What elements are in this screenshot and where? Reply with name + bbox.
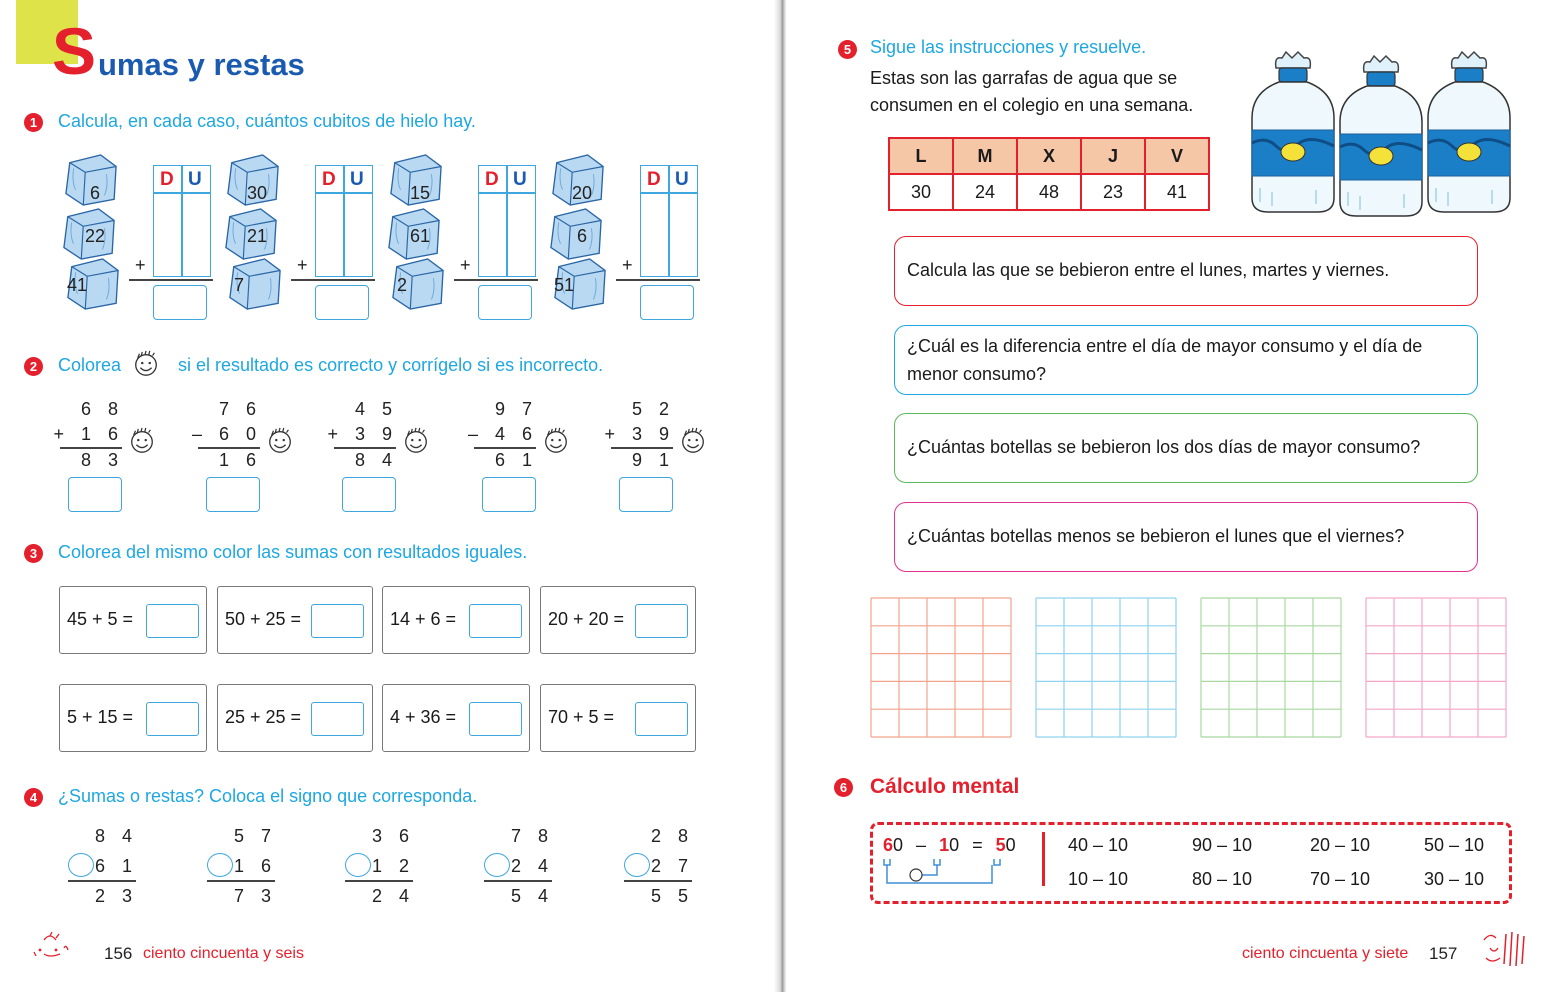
du-answer-box[interactable] (640, 165, 698, 277)
question-box[interactable] (894, 502, 1478, 572)
du-answer-box[interactable] (153, 165, 211, 277)
ice-number-middle: 22 (84, 226, 106, 246)
mental-expression: 80 – 10 (1192, 869, 1253, 889)
operation-result: 8 4 (354, 450, 398, 470)
ice-number-bottom: 41 (66, 275, 88, 295)
sum-answer-box[interactable] (146, 604, 199, 638)
operand-bottom: – 6 0 (191, 424, 262, 444)
footer-page-number-left: 156 (104, 944, 133, 963)
ice-number-top: 6 (89, 183, 100, 203)
du-divider (343, 166, 345, 276)
du-answer-box[interactable] (478, 165, 536, 277)
operation-line (60, 447, 122, 449)
sum-line (129, 279, 213, 281)
operand-top: 5 7 (233, 826, 277, 846)
tens-label: D (647, 169, 661, 190)
example-minus: – (916, 835, 927, 855)
work-grid[interactable] (1365, 597, 1507, 738)
operation-result: 5 5 (650, 886, 694, 906)
mental-expression: 20 – 10 (1310, 835, 1371, 855)
exercise-6-title: Cálculo mental (870, 775, 1020, 798)
operation-line (334, 447, 396, 449)
day-header: V (1145, 138, 1209, 174)
sum-answer-box[interactable] (469, 604, 522, 638)
day-value: 24 (953, 174, 1017, 210)
operand-top: 3 6 (371, 826, 415, 846)
units-label: U (513, 169, 527, 190)
sum-card[interactable] (382, 684, 530, 752)
sum-expression: 25 + 25 = (225, 707, 302, 727)
operand-top: 4 5 (354, 399, 398, 419)
plus-sign: + (297, 255, 308, 275)
sum-line (454, 279, 538, 281)
du-header-line (479, 192, 535, 194)
sum-line (616, 279, 700, 281)
operand-bottom: + 3 9 (604, 424, 675, 444)
du-header-line (316, 192, 372, 194)
correction-box[interactable] (206, 477, 260, 512)
sum-answer-box[interactable] (311, 604, 364, 638)
sum-expression: 5 + 15 = (67, 707, 134, 727)
ice-number-top: 30 (246, 183, 268, 203)
title-big-letter: S (52, 14, 97, 88)
mental-expression: 40 – 10 (1068, 835, 1129, 855)
operation-line (345, 880, 413, 882)
smiley-face-icon[interactable] (542, 427, 570, 455)
sum-card[interactable] (59, 586, 207, 654)
day-header: M (953, 138, 1017, 174)
work-grid[interactable] (1035, 597, 1177, 738)
operation-result: 6 1 (494, 450, 538, 470)
sum-answer-box[interactable] (146, 702, 199, 736)
operand-bottom: 2 4 (510, 856, 554, 876)
ice-number-middle: 61 (409, 226, 431, 246)
sum-card[interactable] (59, 684, 207, 752)
ice-number-bottom: 7 (233, 275, 244, 295)
sum-expression: 20 + 20 = (548, 609, 625, 629)
units-label: U (350, 169, 364, 190)
operand-top: 2 8 (650, 826, 694, 846)
tens-label: D (485, 169, 499, 190)
day-value: 30 (889, 174, 953, 210)
operation-result: 2 4 (371, 886, 415, 906)
sign-circle-input[interactable] (345, 853, 371, 877)
sum-expression: 4 + 36 = (390, 707, 457, 727)
day-header: X (1017, 138, 1081, 174)
sign-circle-input[interactable] (624, 853, 650, 877)
smiley-face-icon[interactable] (128, 427, 156, 455)
day-value: 41 (1145, 174, 1209, 210)
mental-expression: 10 – 10 (1068, 869, 1129, 889)
sum-card[interactable] (540, 586, 696, 654)
sum-answer-box[interactable] (469, 702, 522, 736)
du-divider (668, 166, 670, 276)
footer-page-words-left: ciento cincuenta y seis (143, 945, 304, 962)
operation-result: 5 4 (510, 886, 554, 906)
operand-top: 5 2 (631, 399, 675, 419)
exercise-2-instruction-b: si el resultado es correcto y corrígelo si es incorrecto. (178, 355, 604, 375)
operand-top: 6 8 (80, 399, 124, 419)
correction-box[interactable] (342, 477, 396, 512)
exercise-4-number: 4 (24, 788, 43, 807)
day-header: J (1081, 138, 1145, 174)
du-divider (181, 166, 183, 276)
sum-line (291, 279, 375, 281)
exercise-2-number: 2 (24, 357, 43, 376)
sum-answer-box[interactable] (311, 702, 364, 736)
sign-circle-input[interactable] (484, 853, 510, 877)
footer-face-left-icon (30, 930, 80, 960)
question-box[interactable] (894, 236, 1478, 306)
day-header: L (889, 138, 953, 174)
example-b-red-digit: 1 (939, 835, 950, 855)
footer-page-number-right: 157 (1429, 944, 1458, 963)
mental-expression: 90 – 10 (1192, 835, 1253, 855)
exercise-5-instruction: Sigue las instrucciones y resuelve. (870, 37, 1147, 57)
ice-number-middle: 21 (246, 226, 268, 246)
smiley-face-icon[interactable] (679, 427, 707, 455)
du-header-line (154, 192, 210, 194)
right-page (786, 0, 1558, 992)
day-value: 48 (1017, 174, 1081, 210)
operand-bottom: + 1 6 (53, 424, 124, 444)
question-text: ¿Cuál es la diferencia entre el día de mayor consumo y el día de menor consumo? (907, 336, 1423, 384)
operand-bottom: 6 1 (94, 856, 138, 876)
ice-number-bottom: 2 (396, 275, 407, 295)
ice-number-middle: 6 (576, 226, 587, 246)
operation-line (207, 880, 275, 882)
smiley-face-icon (132, 350, 160, 378)
operation-line (624, 880, 692, 882)
plus-sign: + (460, 255, 471, 275)
operand-bottom: – 4 6 (467, 424, 538, 444)
smiley-face-icon[interactable] (266, 427, 294, 455)
operand-bottom: 2 7 (650, 856, 694, 876)
exercise-5-text-line-2: consumen en el colegio en una semana. (870, 95, 1194, 115)
sum-answer-box[interactable] (635, 604, 688, 638)
operand-bottom: 1 6 (233, 856, 277, 876)
result-box[interactable] (153, 285, 207, 320)
mental-example (883, 835, 1016, 856)
correction-box[interactable] (482, 477, 536, 512)
operation-result: 2 3 (94, 886, 138, 906)
tens-label: D (322, 169, 336, 190)
mental-divider (1042, 832, 1045, 886)
exercise-5-number: 5 (838, 40, 857, 59)
water-consumption-table (888, 137, 1210, 211)
question-text: ¿Cuántas botellas menos se bebieron el lunes que el viernes? (907, 526, 1405, 546)
day-value: 23 (1081, 174, 1145, 210)
question-box[interactable] (894, 413, 1478, 483)
exercise-6-number: 6 (834, 778, 853, 797)
operation-line (68, 880, 136, 882)
ice-number-top: 20 (571, 183, 593, 203)
operand-top: 7 6 (218, 399, 262, 419)
sum-expression: 50 + 25 = (225, 609, 302, 629)
operation-line (198, 447, 260, 449)
example-equals: = (972, 835, 983, 855)
operand-bottom: 1 2 (371, 856, 415, 876)
exercise-3-instruction: Colorea del mismo color las sumas con resultados iguales. (58, 542, 528, 562)
correction-box[interactable] (619, 477, 673, 512)
tens-label: D (160, 169, 174, 190)
work-grid[interactable] (1200, 597, 1342, 738)
footer-page-words-right: ciento cincuenta y siete (1242, 945, 1409, 962)
exercise-4-instruction: ¿Sumas o restas? Coloca el signo que corresponda. (58, 786, 478, 806)
mental-expression: 50 – 10 (1424, 835, 1485, 855)
sum-card[interactable] (217, 684, 373, 752)
du-answer-box[interactable] (315, 165, 373, 277)
operand-top: 7 8 (510, 826, 554, 846)
sum-answer-box[interactable] (635, 702, 688, 736)
sign-circle-input[interactable] (68, 853, 94, 877)
sum-card[interactable] (382, 586, 530, 654)
exercise-3-number: 3 (24, 544, 43, 563)
sum-card[interactable] (217, 586, 373, 654)
smiley-face-icon[interactable] (402, 427, 430, 455)
example-a-rest: 0 (893, 835, 904, 855)
du-divider (506, 166, 508, 276)
operation-line (484, 880, 552, 882)
mental-expression: 70 – 10 (1310, 869, 1371, 889)
operation-result: 7 3 (233, 886, 277, 906)
correction-box[interactable] (68, 477, 122, 512)
operation-line (611, 447, 673, 449)
exercise-5-text-line-1: Estas son las garrafas de agua que se (870, 68, 1178, 88)
units-label: U (675, 169, 689, 190)
example-c-rest: 0 (1005, 835, 1016, 855)
ice-number-top: 15 (409, 183, 431, 203)
example-c-red-digit: 5 (995, 835, 1006, 855)
units-label: U (188, 169, 202, 190)
plus-sign: + (135, 255, 146, 275)
result-box[interactable] (478, 285, 532, 320)
question-text: ¿Cuántas botellas se bebieron los dos días de mayor consumo? (907, 437, 1421, 457)
operand-top: 9 7 (494, 399, 538, 419)
sum-expression: 14 + 6 = (390, 609, 457, 629)
plus-sign: + (622, 255, 633, 275)
page-title: umas y restas (98, 47, 305, 82)
result-box[interactable] (640, 285, 694, 320)
question-text: Calcula las que se bebieron entre el lunes, martes y viernes. (907, 260, 1390, 280)
sum-expression: 45 + 5 = (67, 609, 134, 629)
du-header-line (641, 192, 697, 194)
example-bracket-diagram (880, 855, 1020, 895)
mental-expression: 30 – 10 (1424, 869, 1485, 889)
footer-face-right-icon (1480, 928, 1530, 968)
ice-number-bottom: 51 (553, 275, 575, 295)
operation-result: 8 3 (80, 450, 124, 470)
example-b-rest: 0 (949, 835, 960, 855)
question-box[interactable] (894, 325, 1478, 395)
sum-card[interactable] (540, 684, 696, 752)
result-box[interactable] (315, 285, 369, 320)
example-a-red-digit: 6 (883, 835, 894, 855)
operation-line (474, 447, 536, 449)
operation-result: 9 1 (631, 450, 675, 470)
work-grid[interactable] (870, 597, 1012, 738)
sign-circle-input[interactable] (207, 853, 233, 877)
operation-result: 1 6 (218, 450, 262, 470)
exercise-1-instruction: Calcula, en cada caso, cuántos cubitos de hielo hay. (58, 111, 476, 131)
exercise-1-number: 1 (24, 113, 43, 132)
water-bottles-illustration (1246, 48, 1516, 218)
operand-bottom: + 3 9 (327, 424, 398, 444)
operand-top: 8 4 (94, 826, 138, 846)
exercise-2-instruction-a: Colorea (58, 355, 122, 375)
sum-expression: 70 + 5 = (548, 707, 615, 727)
